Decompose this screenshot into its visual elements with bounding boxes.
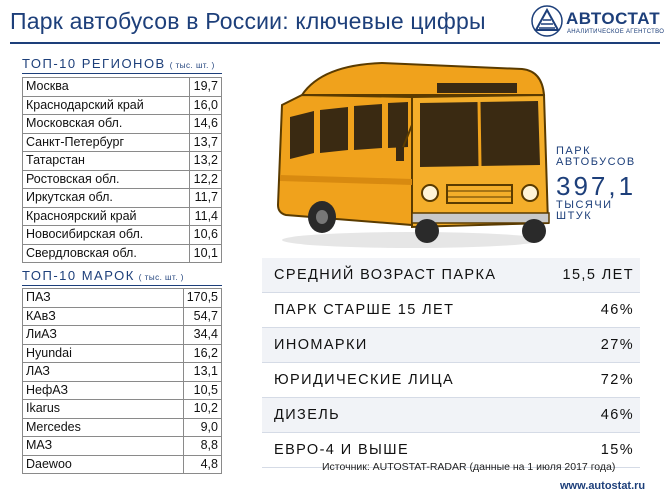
row-value: 8,8 — [183, 437, 221, 456]
park-total — [556, 146, 656, 222]
row-name: МАЗ — [23, 437, 184, 456]
row-value: 34,4 — [183, 326, 221, 345]
source-note: Источник: AUTOSTAT-RADAR (данные на 1 июля 2017 года) — [322, 461, 616, 473]
regions-unit: ( тыс. шт. ) — [170, 61, 215, 70]
row-name: Ростовская обл. — [23, 170, 190, 189]
row-value: 16,0 — [190, 96, 222, 115]
fact-row — [262, 328, 640, 363]
row-name: Краснодарский край — [23, 96, 190, 115]
row-name: ЛАЗ — [23, 363, 184, 382]
table-row — [23, 363, 222, 382]
fact-label: ИНОМАРКИ — [274, 337, 368, 353]
fact-value: 72% — [600, 372, 634, 388]
fact-label: ПАРК СТАРШЕ 15 ЛЕТ — [274, 302, 455, 318]
row-name: Hyundai — [23, 344, 184, 363]
fact-value: 15% — [600, 442, 634, 458]
table-row — [23, 170, 222, 189]
fact-value: 15,5 ЛЕТ — [562, 267, 634, 283]
fact-row — [262, 363, 640, 398]
row-name: ПАЗ — [23, 289, 184, 308]
park-value: 397,1 — [556, 171, 637, 201]
row-value: 4,8 — [183, 455, 221, 474]
park-unit-1: ТЫСЯЧИ — [556, 199, 613, 211]
brands-unit: ( тыс. шт. ) — [139, 273, 184, 282]
row-value: 10,5 — [183, 381, 221, 400]
row-name: Новосибирская обл. — [23, 226, 190, 245]
row-name: Ikarus — [23, 400, 184, 419]
brands-heading-line — [22, 285, 222, 286]
row-name: ЛиАЗ — [23, 326, 184, 345]
row-value: 170,5 — [183, 289, 221, 308]
table-row — [23, 344, 222, 363]
row-value: 10,1 — [190, 244, 222, 263]
fact-row — [262, 398, 640, 433]
row-value: 13,2 — [190, 152, 222, 171]
autostat-logo[interactable] — [530, 4, 665, 42]
table-row — [23, 307, 222, 326]
site-link[interactable]: www.autostat.ru — [560, 480, 646, 492]
park-label-2: АВТОБУСОВ — [556, 156, 636, 168]
fact-label: ЕВРО-4 И ВЫШЕ — [274, 442, 410, 458]
table-row — [23, 244, 222, 263]
row-name: Свердловская обл. — [23, 244, 190, 263]
row-name: Московская обл. — [23, 115, 190, 134]
row-value: 10,6 — [190, 226, 222, 245]
fact-label: СРЕДНИЙ ВОЗРАСТ ПАРКА — [274, 267, 497, 283]
row-value: 19,7 — [190, 78, 222, 97]
key-facts — [262, 258, 640, 468]
fact-label: ДИЗЕЛЬ — [274, 407, 341, 423]
table-row — [23, 400, 222, 419]
row-value: 11,7 — [190, 189, 222, 208]
row-value: 16,2 — [183, 344, 221, 363]
table-row — [23, 326, 222, 345]
table-row — [23, 133, 222, 152]
row-name: Татарстан — [23, 152, 190, 171]
row-value: 12,2 — [190, 170, 222, 189]
fact-value: 46% — [600, 407, 634, 423]
autostat-logo-icon — [530, 4, 564, 38]
table-row — [23, 152, 222, 171]
table-row — [23, 289, 222, 308]
regions-heading — [22, 56, 215, 71]
table-row — [23, 455, 222, 474]
regions-heading-line — [22, 73, 222, 74]
table-row — [23, 381, 222, 400]
row-name: КАвЗ — [23, 307, 184, 326]
bus-illustration-icon — [262, 55, 562, 250]
row-value: 10,2 — [183, 400, 221, 419]
row-value: 54,7 — [183, 307, 221, 326]
brands-heading — [22, 268, 184, 283]
row-value: 14,6 — [190, 115, 222, 134]
table-row — [23, 207, 222, 226]
table-row — [23, 226, 222, 245]
regions-heading-text: ТОП-10 РЕГИОНОВ — [22, 56, 166, 71]
row-name: НефАЗ — [23, 381, 184, 400]
row-value: 11,4 — [190, 207, 222, 226]
page-title: Парк автобусов в России: ключевые цифры — [10, 8, 486, 34]
table-row — [23, 437, 222, 456]
row-name: Daewoo — [23, 455, 184, 474]
row-value: 13,7 — [190, 133, 222, 152]
row-value: 9,0 — [183, 418, 221, 437]
table-row — [23, 78, 222, 97]
row-name: Санкт-Петербург — [23, 133, 190, 152]
fact-value: 27% — [600, 337, 634, 353]
fact-label: ЮРИДИЧЕСКИЕ ЛИЦА — [274, 372, 455, 388]
fact-row — [262, 258, 640, 293]
fact-value: 46% — [600, 302, 634, 318]
table-row — [23, 418, 222, 437]
park-unit-2: ШТУК — [556, 210, 593, 222]
row-name: Москва — [23, 78, 190, 97]
table-row — [23, 96, 222, 115]
title-underline — [10, 42, 660, 44]
park-label-1: ПАРК — [556, 145, 591, 157]
logo-text: АВТОСТАТ — [566, 9, 661, 28]
row-value: 13,1 — [183, 363, 221, 382]
table-row — [23, 115, 222, 134]
table-row — [23, 189, 222, 208]
logo-subtitle: АНАЛИТИЧЕСКОЕ АГЕНТСТВО — [567, 29, 665, 35]
row-name: Mercedes — [23, 418, 184, 437]
regions-table — [22, 77, 222, 263]
brands-heading-text: ТОП-10 МАРОК — [22, 268, 135, 283]
brands-table — [22, 288, 222, 474]
row-name: Красноярский край — [23, 207, 190, 226]
row-name: Иркутская обл. — [23, 189, 190, 208]
fact-row — [262, 293, 640, 328]
